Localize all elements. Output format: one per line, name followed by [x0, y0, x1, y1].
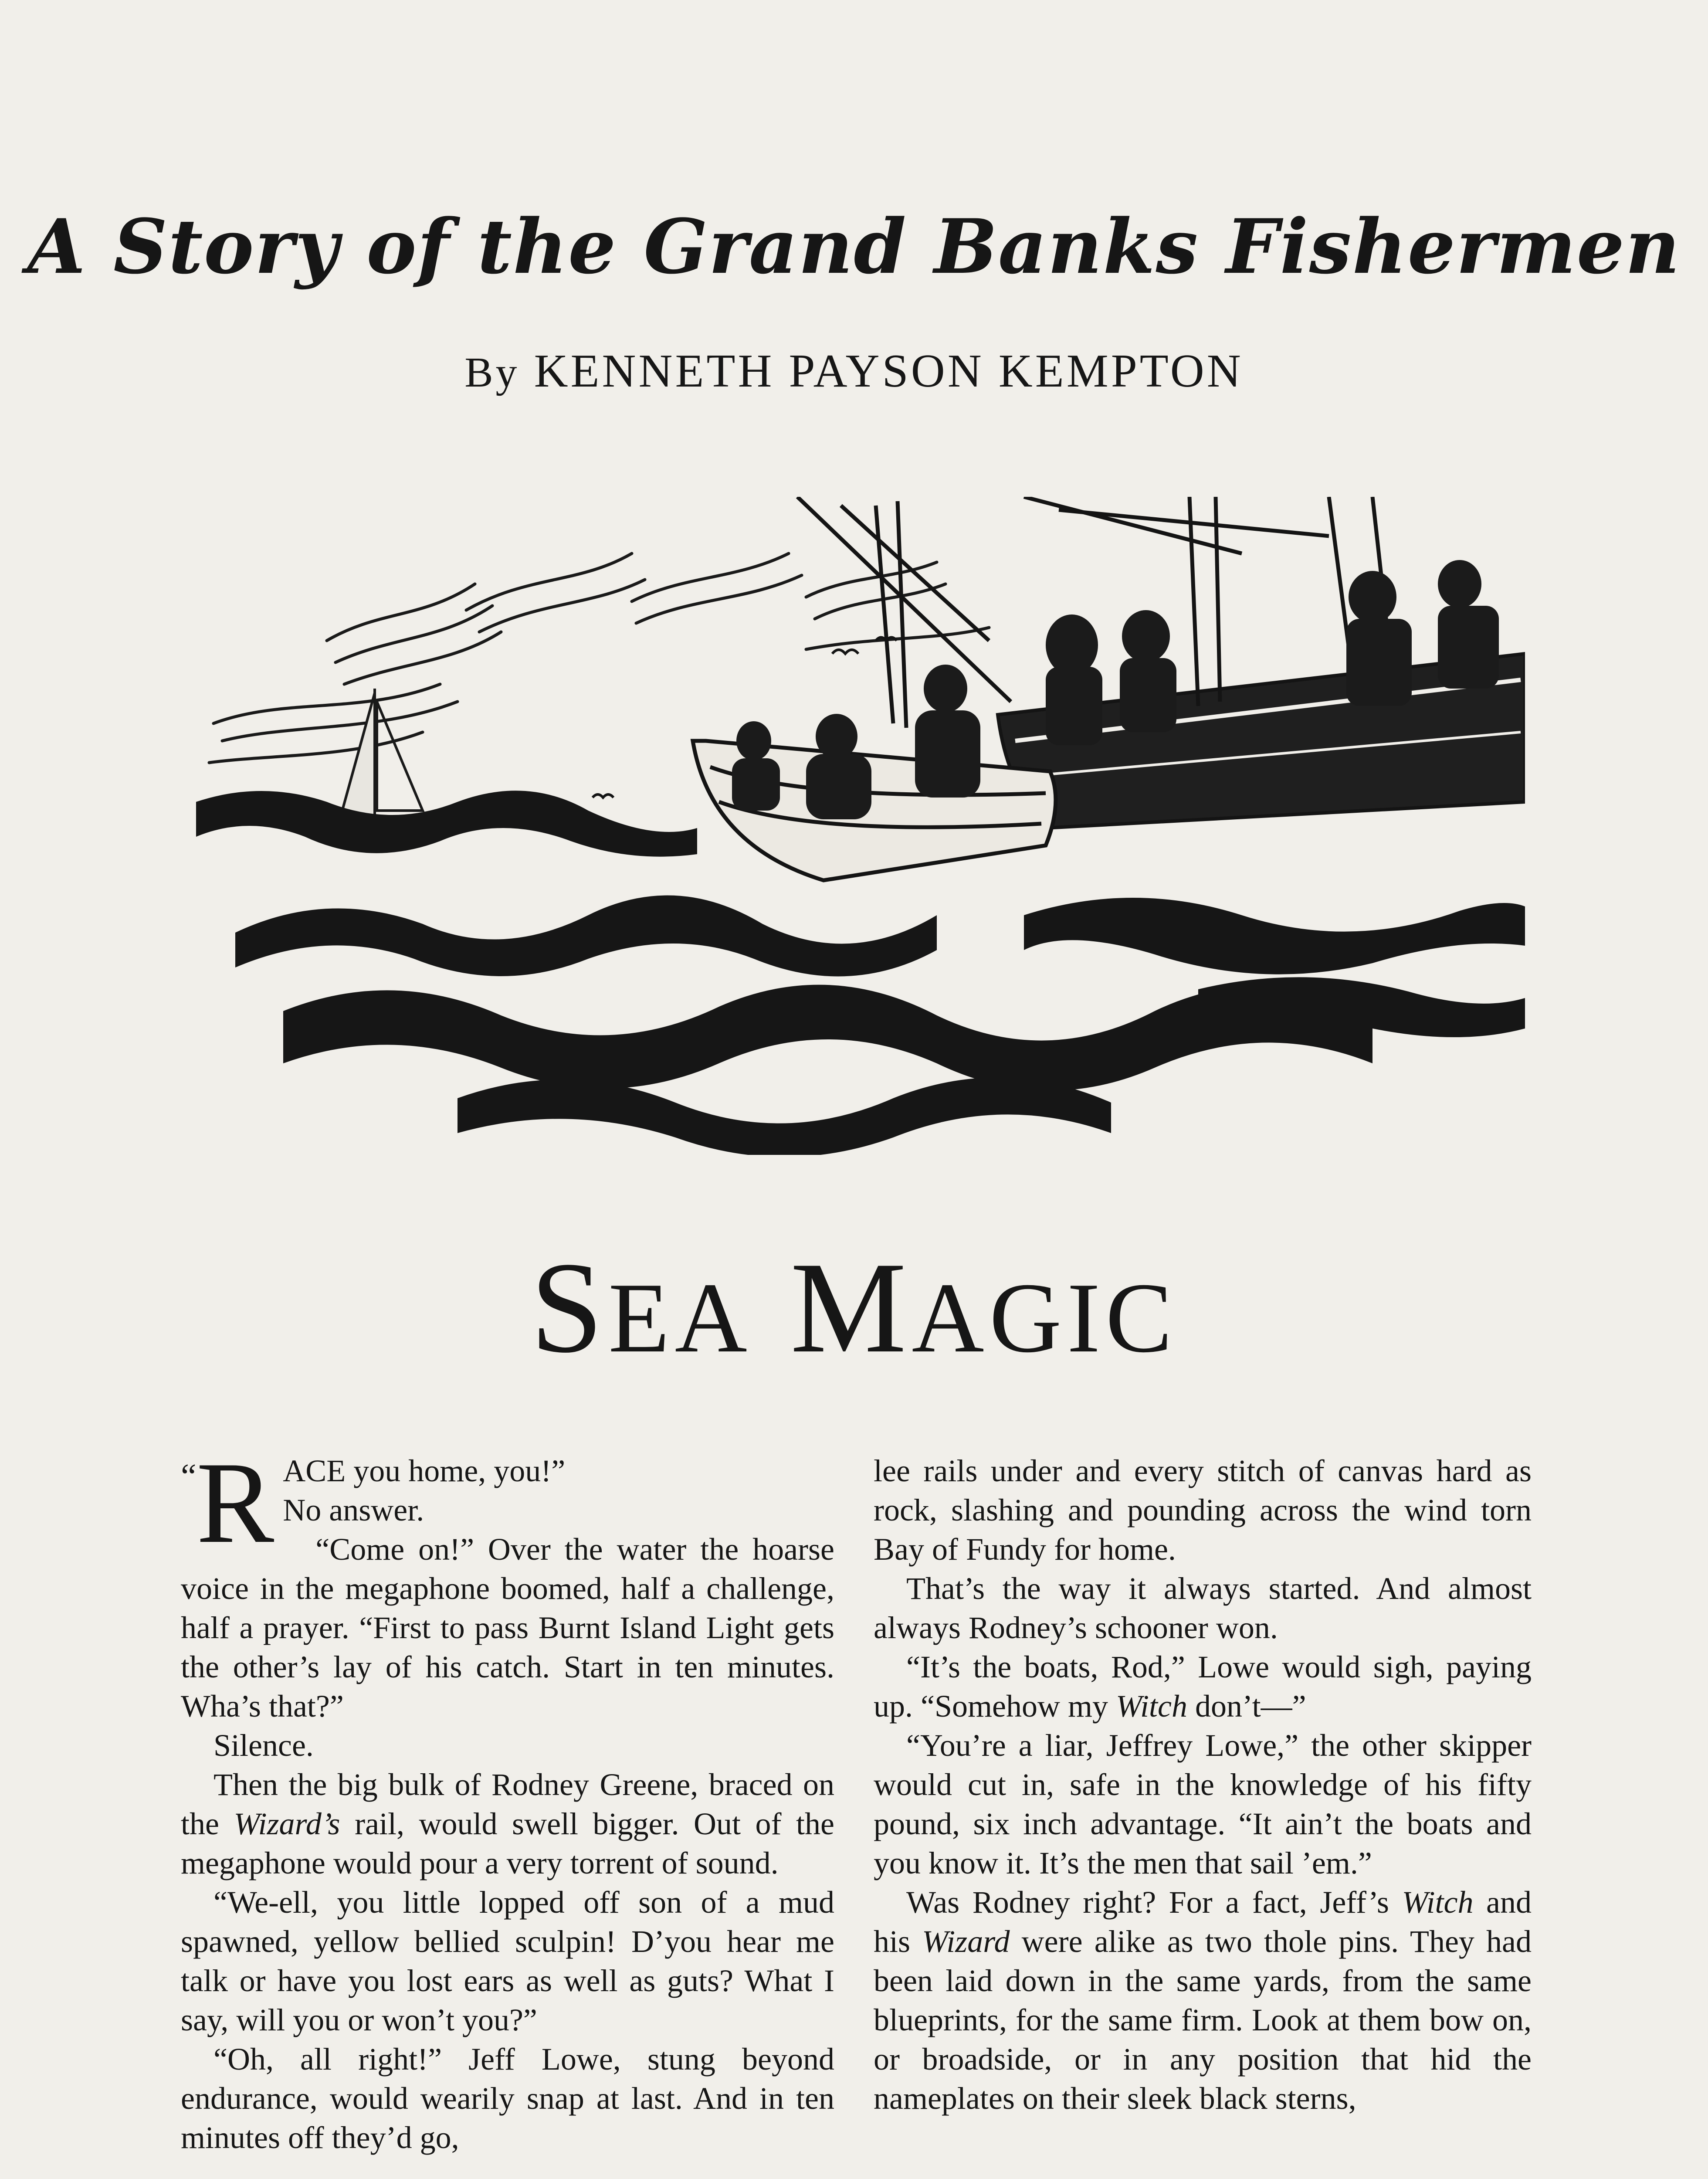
- text-run: were alike as two thole pins. They had been laid down in the same yards, from the same blueprints, for the same firm. Look at them bow on, or broadside, or in any position that hid the nameplates on their sleek black sterns,: [874, 1924, 1532, 2116]
- ship-name: Wizard: [922, 1924, 1010, 1959]
- page-header: [0, 202, 1708, 291]
- title-initial-1: S: [530, 1235, 609, 1380]
- paragraph: “Come on!” Over the water the hoarse voice in the megaphone boomed, half a challenge, half a prayer. “First to pass Burnt Island Light gets the other’s lay of his catch. Start in ten minutes. Wha’s that?”: [181, 1532, 834, 1724]
- opening-paragraph: [181, 1438, 834, 1726]
- ship-name: Wizard’s: [234, 1806, 340, 1841]
- paragraph: [874, 1647, 1532, 1726]
- text-run: rail, would swell bigger. Out of the megaphone would pour a very torrent of sound.: [181, 1806, 834, 1880]
- text-run: Was Rodney right? For a fact, Jeff’s: [906, 1885, 1402, 1920]
- paragraph: ACE you home, you!”: [283, 1453, 566, 1488]
- text-run: “It’s the boats, Rod,” Lowe would sigh, paying up. “Somehow my: [874, 1650, 1532, 1724]
- dory-fishermen: [732, 665, 980, 819]
- paragraph: “Oh, all right!” Jeff Lowe, stung beyond endurance, would wearily snap at last. And in ten minutes off they’d go,: [181, 2042, 834, 2155]
- article-column-right: [874, 1451, 1532, 2118]
- text-run: and his: [874, 1885, 1532, 1959]
- drop-cap-letter: R: [196, 1438, 274, 1567]
- paragraph: No answer.: [283, 1493, 424, 1527]
- drop-cap: [181, 1438, 274, 1567]
- text-run: don’t—”: [1187, 1689, 1306, 1724]
- ship-name: Witch: [1115, 1689, 1187, 1724]
- article-column-left: [181, 1438, 834, 2157]
- paragraph: lee rails under and every stitch of canvas hard as rock, slashing and pounding across the wind torn Bay of Fundy for home.: [874, 1453, 1532, 1567]
- paragraph: Silence.: [214, 1728, 314, 1763]
- opening-quote: “: [181, 1457, 197, 1496]
- sailing-schooner-and-dory-illustration: [196, 497, 1525, 1155]
- title-rest-1: EA: [608, 1262, 752, 1373]
- paragraph: “You’re a liar, Jeffrey Lowe,” the other skipper would cut in, safe in the knowledge of his fifty pound, six inch advantage. “It ain’t the boats and you know it. It’s the men that sail ’em.”: [874, 1728, 1532, 1880]
- byline: [0, 344, 1708, 398]
- author-name: KENNETH PAYSON KEMPTON: [534, 345, 1244, 397]
- title-initial-2: M: [790, 1235, 912, 1380]
- byline-prefix: By: [464, 349, 520, 396]
- story-title: [0, 1235, 1708, 1380]
- story-subtitle: A Story of the Grand Banks Fishermen: [27, 202, 1681, 291]
- paragraph: “We-ell, you little lopped off son of a mud spawned, yellow bellied sculpin! D’you hear me talk or have you lost ears as well as guts? What I say, will you or won’t you?”: [181, 1885, 834, 2037]
- paragraph: That’s the way it always started. And almost always Rodney’s schooner won.: [874, 1571, 1532, 1645]
- text-run: Then the big bulk of Rodney Greene, braced on the: [181, 1767, 834, 1841]
- ship-name: Witch: [1402, 1885, 1474, 1920]
- paragraph: [181, 1765, 834, 1883]
- paragraph: [874, 1883, 1532, 2118]
- wind-strokes: [209, 553, 989, 763]
- title-rest-2: AGIC: [912, 1262, 1178, 1373]
